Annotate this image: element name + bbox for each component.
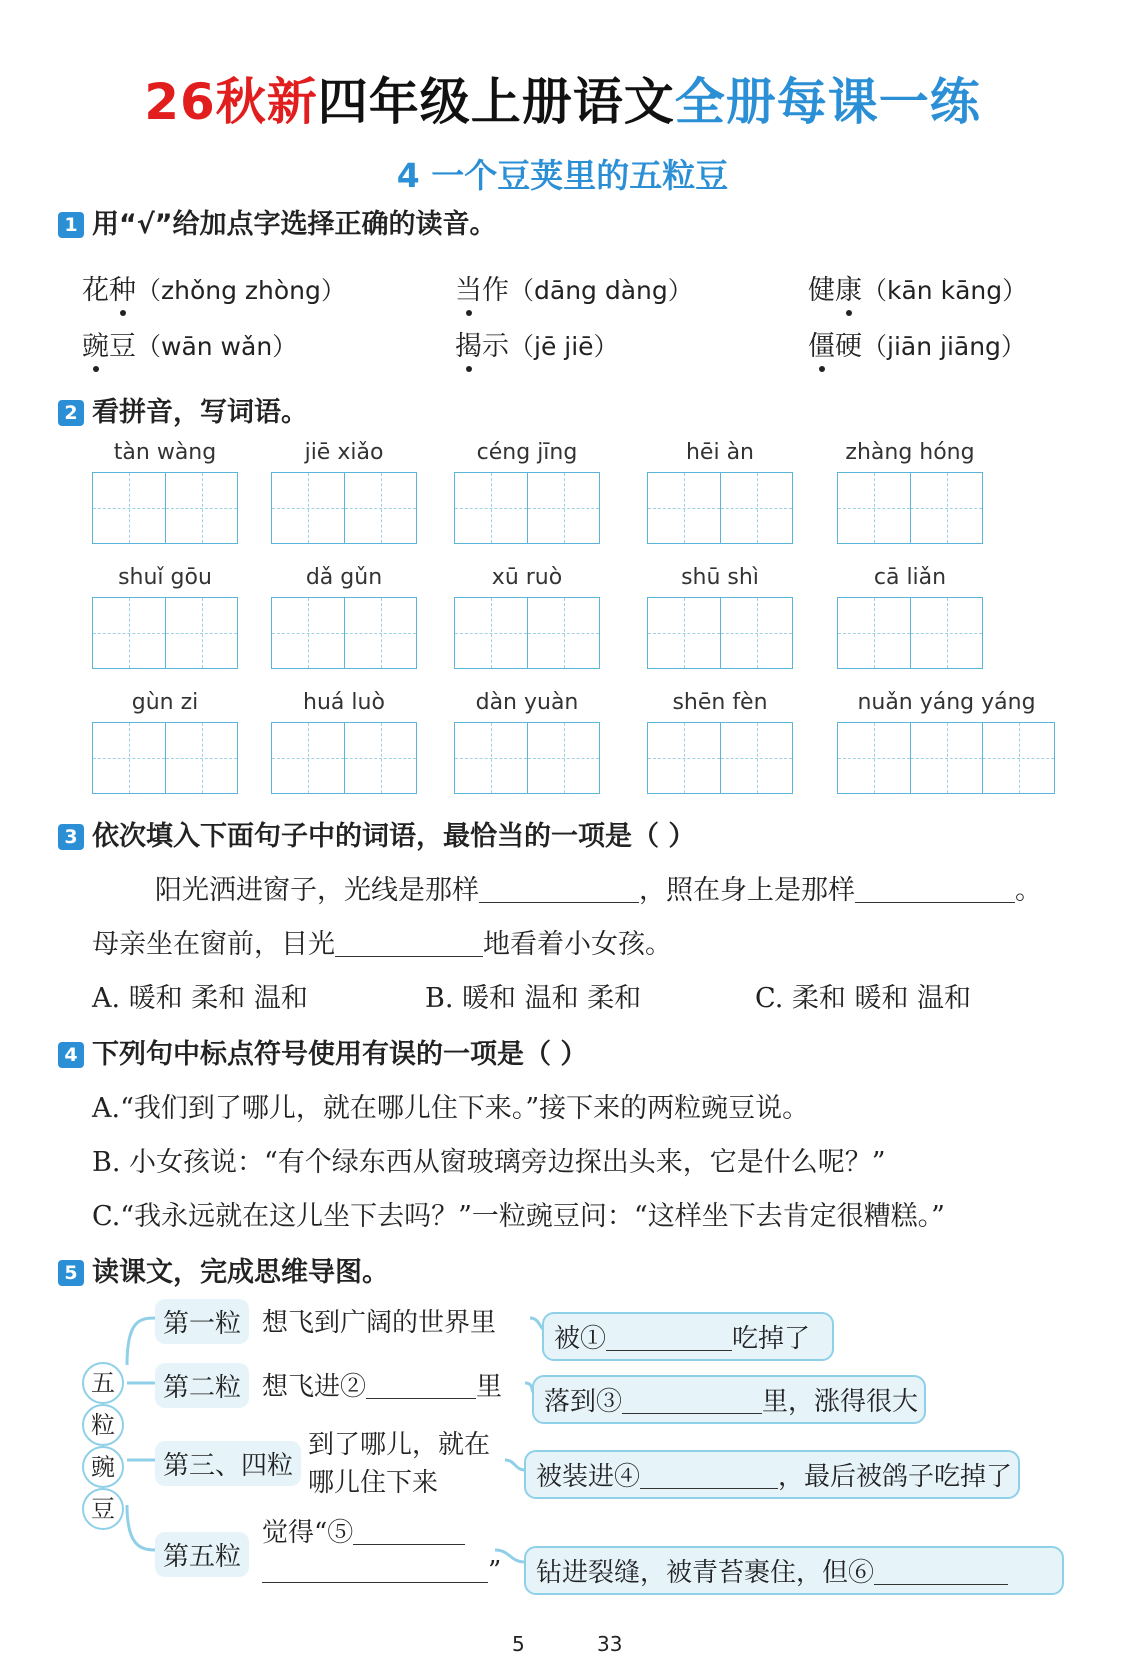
q1-text: 用“√”给加点字选择正确的读音。 — [92, 209, 497, 240]
title-part1: 26秋新 — [144, 73, 318, 131]
sentence-text: 。 — [1015, 875, 1042, 906]
q1-item-text: 花 — [82, 275, 109, 306]
q4-text: 下列句中标点符号使用有误的一项是（ ） — [92, 1039, 588, 1070]
branch-desc-3b: 哪儿住下来 — [308, 1468, 439, 1498]
branch-result-2 — [532, 1375, 926, 1424]
q5-number: 5 — [58, 1260, 84, 1286]
q4-number: 4 — [58, 1042, 84, 1068]
pinyin-label: tàn wàng — [113, 440, 217, 465]
sentence-text: 阳光洒进窗子，光线是那样 — [155, 875, 479, 906]
pinyin-label: huá luò — [303, 690, 385, 715]
title-part2: 四年级上册语文 — [317, 73, 675, 131]
pinyin-label: shū shì — [681, 565, 759, 590]
pinyin-choices: （jiān jiāng） — [862, 332, 1026, 361]
q3-option-a[interactable]: A. 暖和 柔和 温和 — [92, 983, 308, 1014]
q4-option-c[interactable]: C.“我永远就在这儿坐下去吗？”一粒豌豆问：“这样坐下去肯定很糟糕。” — [92, 1201, 945, 1232]
pinyin-choices: （dāng dàng） — [509, 276, 693, 305]
dotted-char: 康 — [835, 268, 862, 307]
q1-item-text: 硬 — [835, 331, 862, 362]
fill-blank[interactable] — [606, 1324, 732, 1351]
result-text: 吃掉了 — [732, 1324, 811, 1354]
q4-option-a[interactable]: A.“我们到了哪儿，就在哪儿住下来。”接下来的两粒豌豆说。 — [92, 1093, 810, 1124]
pinyin-label: nuǎn yáng yáng — [857, 690, 1036, 715]
sentence-text: ，照在身上是那样 — [639, 875, 855, 906]
lesson-title: 4 一个豆荚里的五粒豆 — [396, 156, 729, 195]
result-text: 里，涨得很大 — [762, 1387, 919, 1417]
dotted-char: 豌 — [82, 324, 109, 363]
root-char: 五 — [82, 1362, 124, 1404]
result-text: ，最后被鸽子吃掉了 — [778, 1462, 1013, 1492]
q1-item-text: 示 — [482, 331, 509, 362]
q3-option-c[interactable]: C. 柔和 暖和 温和 — [755, 983, 972, 1014]
result-text: 钻进裂缝，被青苔裹住，但⑥ — [536, 1558, 875, 1588]
branch-result-1 — [542, 1312, 834, 1361]
fill-blank[interactable] — [640, 1462, 778, 1489]
result-text: 被装进④ — [536, 1462, 641, 1492]
dotted-char: 种 — [109, 268, 136, 307]
page-number-right: 33 — [597, 1632, 623, 1656]
pinyin-label: hēi àn — [685, 440, 754, 465]
q3-number: 3 — [58, 824, 84, 850]
q1-item-text: 作 — [482, 275, 509, 306]
desc-text: 里 — [476, 1372, 503, 1402]
pinyin-label: xū ruò — [491, 565, 563, 590]
pinyin-label: cā liǎn — [873, 565, 947, 590]
desc-text: 觉得“⑤ — [262, 1518, 354, 1548]
pinyin-choices: （kān kāng） — [862, 276, 1028, 305]
pinyin-label: shēn fèn — [672, 690, 768, 715]
branch-desc-4 — [262, 1512, 465, 1549]
q2-text: 看拼音，写词语。 — [92, 397, 308, 428]
pinyin-label: shuǐ gōu — [118, 565, 212, 590]
branch-desc-3a: 到了哪儿，就在 — [308, 1430, 491, 1460]
branch-desc-1: 想飞到广阔的世界里 — [262, 1308, 497, 1338]
dotted-char: 揭 — [455, 324, 482, 363]
q1-item-text: 健 — [808, 275, 835, 306]
pinyin-label: céng jīng — [476, 440, 578, 465]
q1-number: 1 — [58, 212, 84, 238]
dotted-char: 僵 — [808, 324, 835, 363]
fill-blank[interactable] — [353, 1518, 465, 1545]
pinyin-label: gùn zi — [131, 690, 199, 715]
pinyin-label: zhàng hóng — [845, 440, 975, 465]
result-text: 被① — [554, 1324, 607, 1354]
sentence-text: 母亲坐在窗前，目光 — [92, 929, 335, 960]
branch-label-4: 第五粒 — [155, 1532, 249, 1577]
q3-option-b[interactable]: B. 暖和 温和 柔和 — [425, 983, 642, 1014]
branch-result-3 — [524, 1450, 1020, 1499]
pinyin-choices: （zhǒng zhòng） — [136, 276, 346, 305]
fill-blank[interactable] — [366, 1372, 476, 1399]
branch-label-3: 第三、四粒 — [155, 1441, 301, 1486]
result-text: 落到③ — [544, 1387, 623, 1417]
root-char: 粒 — [82, 1404, 124, 1446]
desc-text: ” — [488, 1556, 502, 1586]
pinyin-choices: （jē jiē） — [509, 332, 619, 361]
branch-result-4 — [524, 1546, 1064, 1595]
pinyin-label: dàn yuàn — [475, 690, 579, 715]
branch-desc-4b — [262, 1556, 501, 1586]
dotted-char: 当 — [455, 268, 482, 307]
root-char: 豆 — [82, 1488, 124, 1530]
pinyin-label: jiē xiǎo — [304, 440, 384, 465]
pinyin-label: dǎ gǔn — [305, 565, 383, 590]
fill-blank[interactable] — [622, 1387, 762, 1414]
q2-number: 2 — [58, 400, 84, 426]
page-number-left: 5 — [512, 1632, 525, 1656]
title-part3: 全册每课一练 — [674, 73, 981, 131]
branch-label-2: 第二粒 — [155, 1363, 249, 1408]
q5-text: 读课文，完成思维导图。 — [92, 1257, 389, 1288]
pinyin-choices: （wān wǎn） — [136, 332, 298, 361]
q4-option-b[interactable]: B. 小女孩说：“有个绿东西从窗玻璃旁边探出头来，它是什么呢？” — [92, 1147, 886, 1178]
branch-label-1: 第一粒 — [155, 1299, 249, 1344]
desc-text: 想飞进② — [262, 1372, 367, 1402]
fill-blank[interactable] — [262, 1556, 488, 1583]
root-char: 豌 — [82, 1446, 124, 1488]
sentence-text: 地看着小女孩。 — [483, 929, 672, 960]
fill-blank[interactable] — [874, 1558, 1008, 1585]
q3-text: 依次填入下面句子中的词语，最恰当的一项是（ ） — [92, 821, 696, 852]
q1-item-text: 豆 — [109, 331, 136, 362]
branch-desc-2 — [262, 1366, 502, 1403]
